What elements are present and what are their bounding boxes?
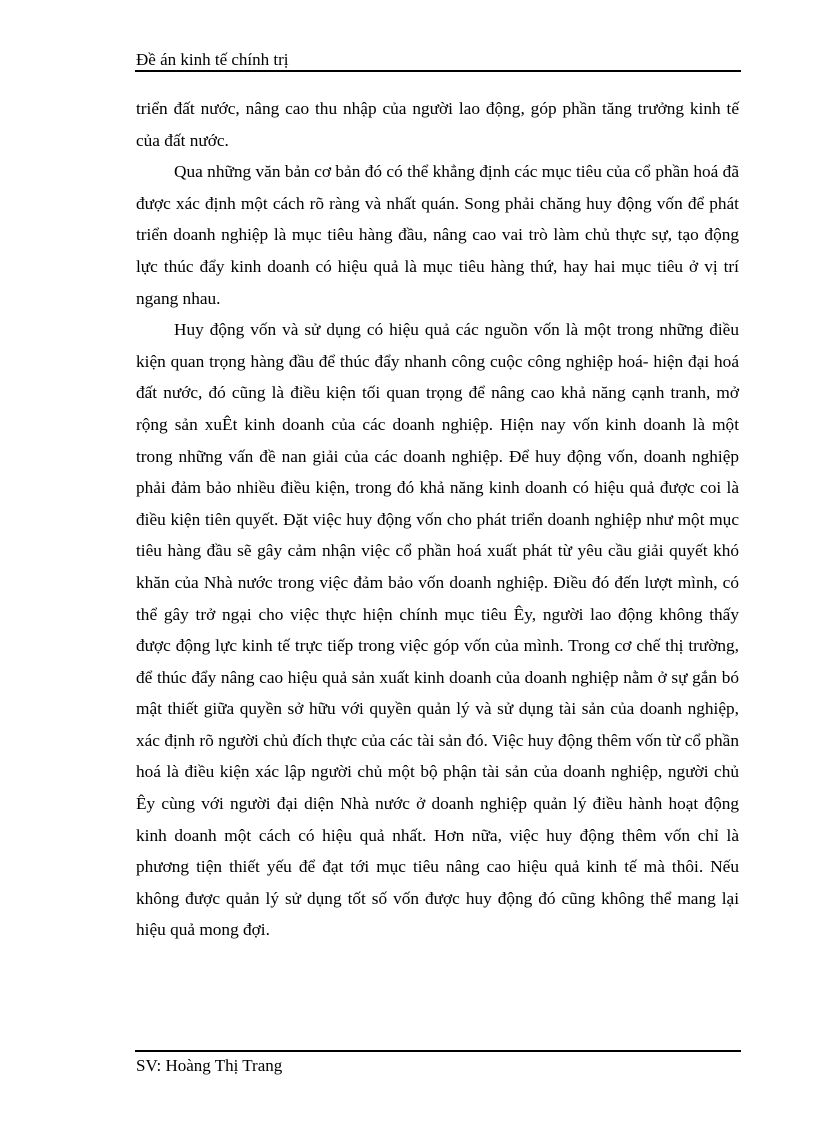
footer-author: SV: Hoàng Thị Trang	[136, 1056, 283, 1075]
paragraph-objectives: Qua những văn bản cơ bản đó có thể khẳng định các mục tiêu của cổ phần hoá đã được xác định một cách rõ ràng và nhất quán. Song phải chăng huy động vốn để phát triển doanh nghiệp là mục tiêu hàng đầu, nâng cao vai trò làm chủ thực sự, tạo động lực thúc đẩy kinh doanh có hiệu quả là mục tiêu hàng thứ, hay hai mục tiêu ở vị trí ngang nhau.	[136, 162, 739, 308]
paragraph-capital-mobilization: Huy động vốn và sử dụng có hiệu quả các nguồn vốn là một trong những điều kiện quan trọng hàng đầu để thúc đẩy nhanh công cuộc công nghiệp hoá- hiện đại hoá đất nước, đó cũng là điều kiện tối quan trọng để nâng cao khả năng cạnh tranh, mở rộng sản xuÊt kinh doanh của các doanh nghiệp. Hiện nay vốn kinh doanh là một trong những vấn đề nan giải của các doanh nghiệp. Để huy động vốn, doanh nghiệp phải đảm bảo nhiều điều kiện, trong đó khả năng kinh doanh có hiệu quả được coi là điều kiện tiên quyết. Đặt việc huy động vốn cho phát triển doanh nghiệp như một mục tiêu hàng đầu sẽ gây cảm nhận việc cổ phần hoá xuất phát từ yêu cầu giải quyết khó khăn của Nhà nước trong việc đảm bảo vốn doanh nghiệp. Điều đó đến lượt mình, có thể gây trở ngại cho việc thực hiện chính mục tiêu Êy, người lao động không thấy được động lực kinh tế trực tiếp trong việc góp vốn của mình. Trong cơ chế thị trường, để thúc đẩy nâng cao hiệu quả sản xuất kinh doanh của doanh nghiệp nằm ở sự gắn bó mật thiết giữa quyền sở hữu với quyền quản lý và sử dụng tài sản của doanh nghiệp, xác định rõ người chủ đích thực của các tài sản đó. Việc huy động thêm vốn từ cổ phần hoá là điều kiện xác lập người chủ một bộ phận tài sản của doanh nghiệp, người chủ Êy cùng với người đại diện Nhà nước ở doanh nghiệp quản lý điều hành hoạt động kinh doanh một cách có hiệu quả nhất. Hơn nữa, việc huy động thêm vốn chỉ là phương tiện thiết yếu để đạt tới mục tiêu nâng cao hiệu quả kinh tế mà thôi. Nếu không được quản lý sử dụng tốt số vốn được huy động đó cũng không thể mang lại hiệu quả mong đợi.	[136, 320, 739, 940]
document-body	[136, 93, 739, 946]
header-divider	[135, 70, 741, 72]
paragraph-continuation: triển đất nước, nâng cao thu nhập của người lao động, góp phần tăng trưởng kinh tế của đất nước.	[136, 99, 739, 150]
header-title: Đề án kinh tế chính trị	[136, 50, 289, 69]
footer-divider	[135, 1050, 741, 1052]
